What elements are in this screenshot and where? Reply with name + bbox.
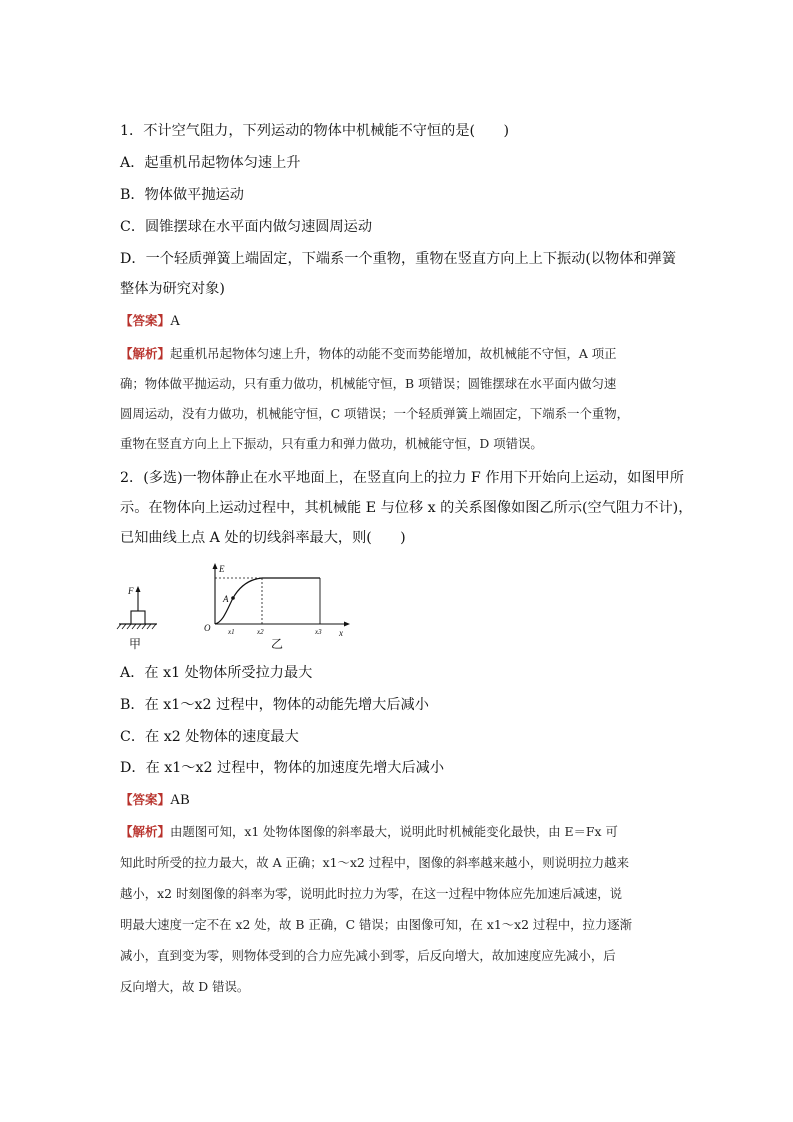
q1-option-a: A．起重机吊起物体匀速上升 (120, 155, 301, 171)
caption-jia: 甲 (129, 637, 142, 651)
q2-analysis-line1 (120, 822, 618, 842)
x-axis-arrowhead (344, 622, 350, 627)
q1-option-d-line2: 整体为研究对象) (120, 281, 225, 297)
analysis-text: 由题图可知，x1 处物体图像的斜率最大，说明此时机械能变化最快，由 E＝Fx 可 (170, 824, 618, 839)
analysis-tag: 【解析】 (120, 824, 171, 839)
force-label: F (128, 586, 134, 596)
q1-answer (120, 311, 180, 331)
tick-x1-label: x1 (228, 628, 235, 636)
answer-tag: 【答案】 (120, 792, 171, 807)
q1-option-c: C．圆锥摆球在水平面内做匀速圆周运动 (120, 219, 373, 235)
q2-option-d: D．在 x1～x2 过程中，物体的加速度先增大后减小 (120, 760, 445, 776)
force-arrowhead (136, 586, 141, 592)
tick-x3-label: x3 (315, 628, 322, 636)
y-axis-label: E (219, 564, 225, 574)
q2-analysis-line4: 明最大速度一定不在 x2 处，故 B 正确，C 错误；由图像可知，在 x1～x2 过程中，拉力逐渐 (120, 917, 633, 932)
point-a-marker (231, 596, 235, 600)
point-a-label: A (223, 594, 229, 604)
y-axis-arrowhead (213, 563, 218, 569)
analysis-text: 起重机吊起物体匀速上升，物体的动能不变而势能增加，故机械能不守恒，A 项正 (170, 346, 617, 361)
q1-option-d-line1: D．一个轻质弹簧上端固定，下端系一个重物，重物在竖直方向上上下振动(以物体和弹簧 (120, 251, 677, 267)
origin-label: O (204, 623, 211, 633)
q2-stem-line3: 已知曲线上点 A 处的切线斜率最大，则( ) (120, 530, 406, 546)
q1-stem: 1．不计空气阻力，下列运动的物体中机械能不守恒的是( ) (120, 123, 509, 139)
q2-option-a: A．在 x1 处物体所受拉力最大 (120, 665, 313, 681)
block-icon (131, 611, 145, 624)
q2-analysis-line6: 反向增大，故 D 错误。 (120, 979, 250, 994)
caption-yi: 乙 (271, 637, 284, 651)
q2-analysis-line3: 越小，x2 时刻图像的斜率为零，说明此时拉力为零，在这一过程中物体应先加速后减速，说 (120, 886, 623, 901)
q2-answer (120, 790, 190, 810)
x-axis-label: x (339, 628, 343, 638)
answer-value: A (170, 313, 181, 329)
q2-stem-line2: 示。在物体向上运动过程中，其机械能 E 与位移 x 的关系图像如图乙所示(空气阻力不计)， (120, 500, 693, 516)
figure-svg (115, 560, 355, 660)
q2-option-b: B．在 x1～x2 过程中，物体的动能先增大后减小 (120, 697, 429, 713)
figure-jia (117, 586, 157, 651)
q2-stem-line1: 2．(多选)一物体静止在水平地面上，在竖直向上的拉力 F 作用下开始向上运动，如图甲所 (120, 470, 684, 486)
q2-option-c: C．在 x2 处物体的速度最大 (120, 729, 299, 745)
analysis-tag: 【解析】 (120, 346, 171, 361)
tick-x2-label: x2 (257, 628, 264, 636)
q2-analysis-line2: 知此时所受的拉力最大，故 A 正确；x1～x2 过程中，图像的斜率越来越小，则说明拉力越来 (120, 855, 629, 870)
q2-figure (115, 560, 355, 660)
q1-analysis-line2: 确；物体做平抛运动，只有重力做功，机械能守恒，B 项错误；圆锥摆球在水平面内做匀速 (120, 376, 617, 391)
answer-tag: 【答案】 (120, 313, 171, 328)
q1-analysis-line4: 重物在竖直方向上上下振动，只有重力和弹力做功，机械能守恒，D 项错误。 (120, 436, 543, 451)
q2-analysis-line5: 减小，直到变为零，则物体受到的合力应先减小到零，后反向增大，故加速度应先减小，后 (120, 948, 616, 963)
answer-value: AB (170, 792, 190, 808)
q1-option-b: B．物体做平抛运动 (120, 187, 244, 203)
q1-analysis-line3: 圆周运动，没有力做功，机械能守恒，C 项错误；一个轻质弹簧上端固定，下端系一个重物， (120, 406, 630, 421)
q1-analysis-line1 (120, 344, 617, 364)
ground-hatch (117, 624, 156, 629)
figure-yi (204, 563, 350, 651)
